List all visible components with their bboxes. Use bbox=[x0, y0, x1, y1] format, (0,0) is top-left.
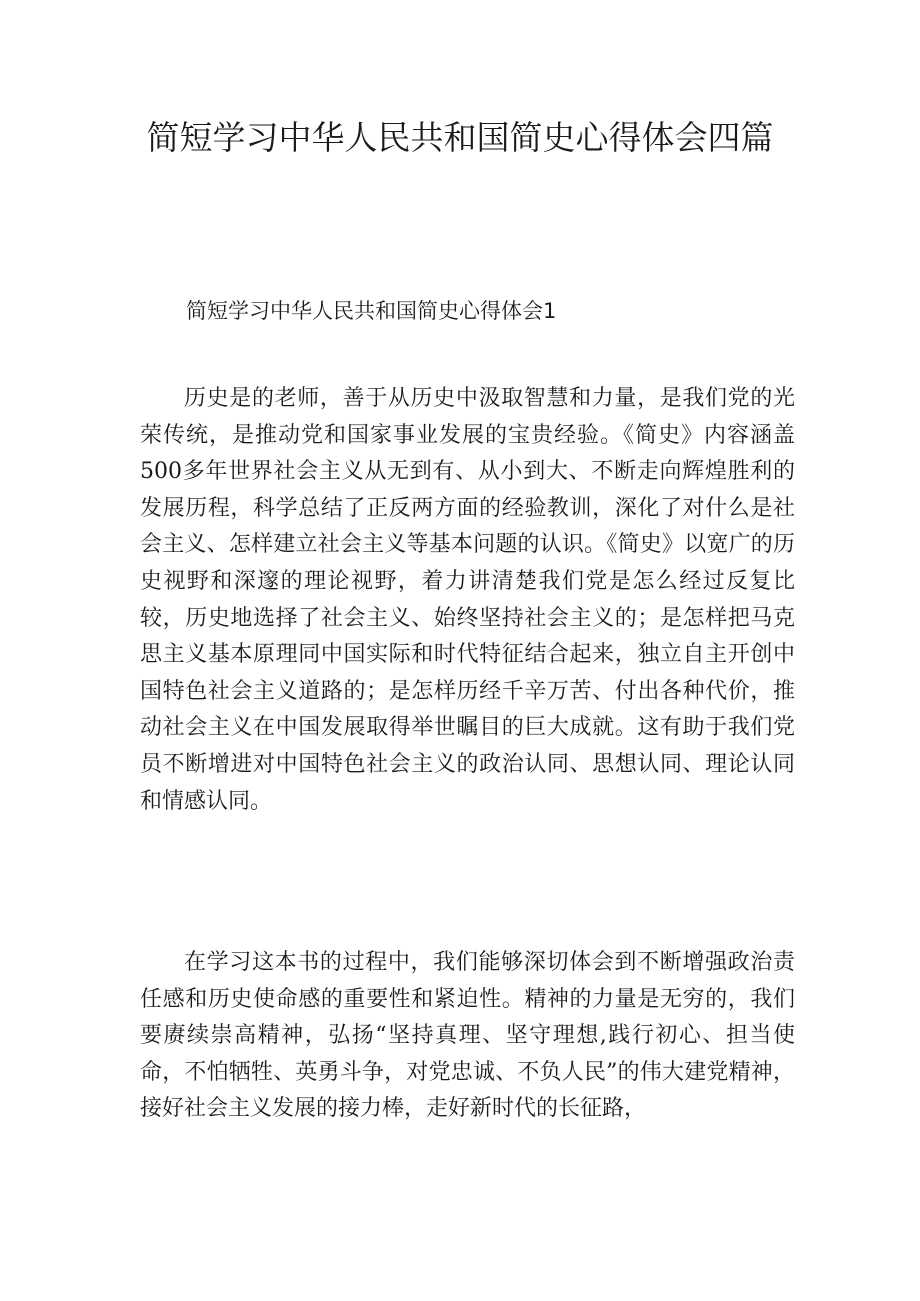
body-paragraph-2: 在学习这本书的过程中，我们能够深切体会到不断增强政治责任感和历史使命感的重要性和紧迫性。精神的力量是无穷的，我们要赓续崇高精神，弘扬“坚持真理、坚守理想,践行初心、担当使命，不怕牺牲、英勇斗争，对党忠诚、不负人民”的伟大建党精神，接好社会主义发展的接力棒，走好新时代的长征路， bbox=[140, 950, 795, 1122]
body-paragraph-1: 历史是的老师，善于从历史中汲取智慧和力量，是我们党的光荣传统，是推动党和国家事业发展的宝贵经验。《简史》内容涵盖500多年世界社会主义从无到有、从小到大、不断走向辉煌胜利的发展历程，科学总结了正反两方面的经验教训，深化了对什么是社会主义、怎样建立社会主义等基本问题的认识。《简史》以宽广的历史视野和深邃的理论视野，着力讲清楚我们党是怎么经过反复比较，历史地选择了社会主义、始终坚持社会主义的；是怎样把马克思主义基本原理同中国实际和时代特征结合起来，独立自主开创中国特色社会主义道路的；是怎样历经千辛万苦、付出各种代价，推动社会主义在中国发展取得举世瞩目的巨大成就。这有助于我们党员不断增进对中国特色社会主义的政治认同、思想认同、理论认同和情感认同。 bbox=[140, 386, 795, 814]
document-title: 简短学习中华人民共和国简史心得体会四篇 bbox=[146, 118, 774, 157]
section-heading: 简短学习中华人民共和国简史心得体会1 bbox=[186, 299, 557, 323]
